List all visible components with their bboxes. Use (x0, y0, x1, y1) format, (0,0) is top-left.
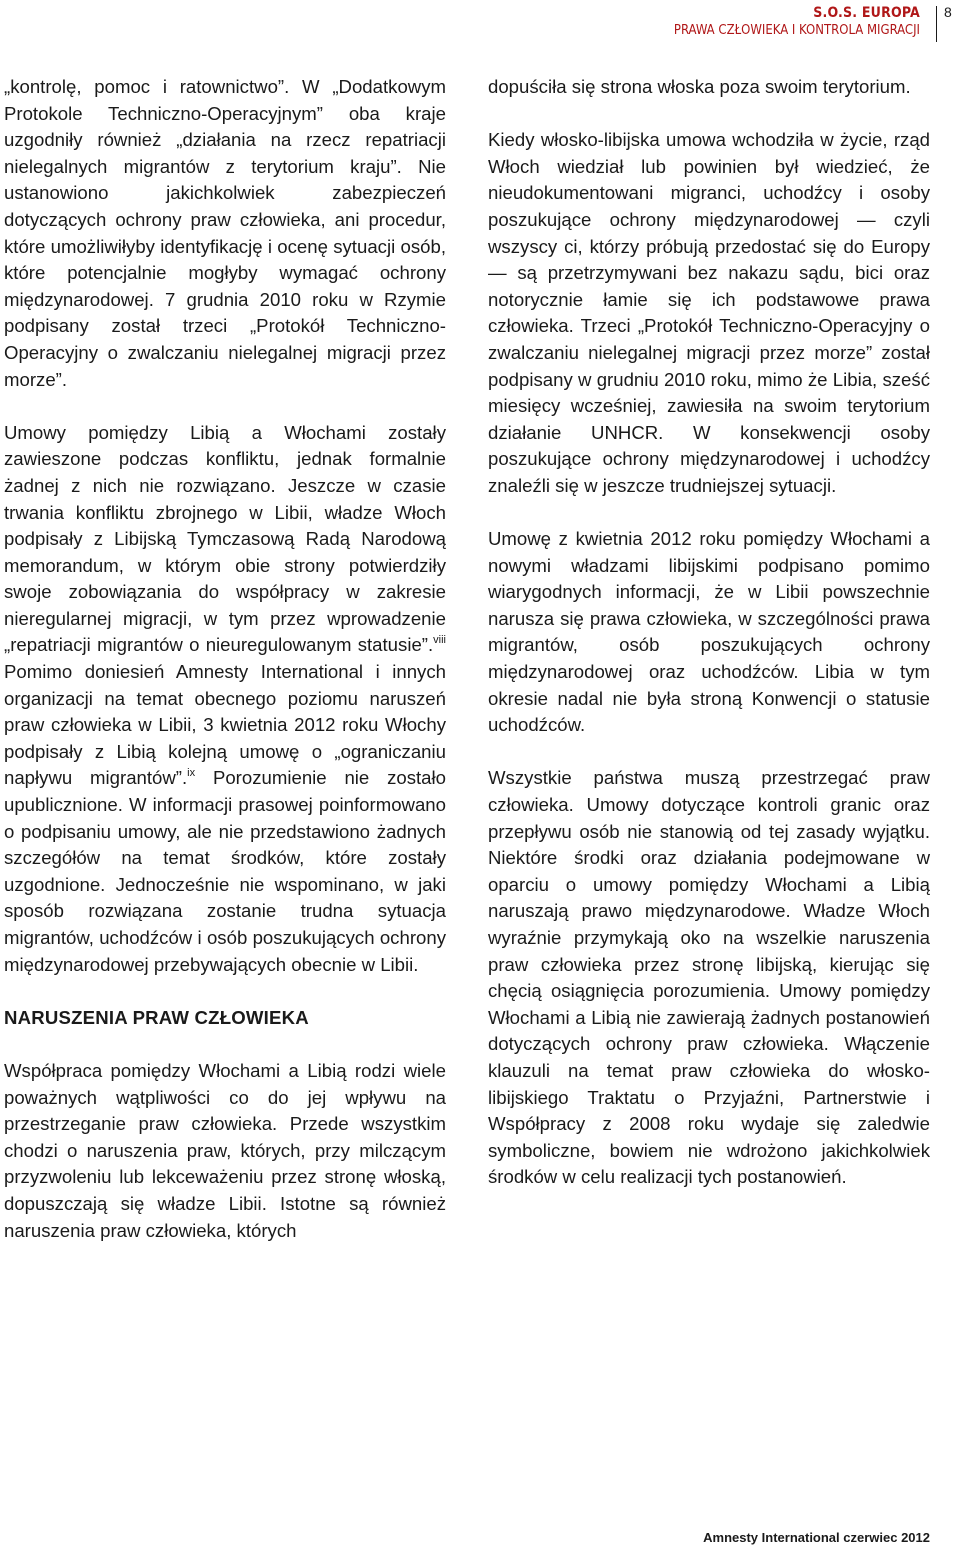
header-divider (936, 6, 937, 42)
right-paragraph-3: Umowę z kwietnia 2012 roku pomiędzy Włochami a nowymi władzami libijskimi podpisano pomimo wiarygodnych informacji, że w Libii powszechnie narusza się prawa człowieka, w szczególności prawa migrantów, osób poszukujących ochrony międzynarodowej oraz uchodźców. Libia w tym okresie nadal nie była stroną Konwencji o statusie uchodźców. (488, 528, 930, 736)
left-column (4, 74, 446, 1244)
footnote-marker-viii[interactable]: viii (433, 634, 446, 647)
header-organization: S.O.S. EUROPA (813, 5, 920, 21)
paragraph-spacer (4, 978, 446, 1005)
left-paragraph-3: Współpraca pomiędzy Włochami a Libią rodzi wiele poważnych wątpliwości co do jej wpływu na przestrzeganie praw człowieka. Przede wszystkim chodzi o naruszenia praw, których, przy milczącym przyzwoleniu lub lekceważeniu przez stronę włoską, dopuszczają się władze Libii. Istotne są również naruszenia praw człowieka, których (4, 1059, 446, 1241)
footnote-marker-ix[interactable]: ix (187, 767, 196, 780)
page-number: 8 (944, 4, 952, 20)
right-column (488, 74, 930, 1191)
left-paragraph-2-part-3: Porozumienie nie zostało upublicznione. W informacji prasowej poinformowano o podpisaniu umowy, ale nie przedstawiono żadnych szczegółów na temat środków, które zostały uzgodnione. Jednocześnie nie wspominano, w jaki sposób rozwiązana zostanie trudna sytuacja migrantów, uchodźców i osób poszukujących ochrony międzynarodowej przebywających obecnie w Libii. (4, 767, 446, 975)
section-heading: NARUSZENIA PRAW CZŁOWIEKA (4, 1006, 309, 1028)
left-paragraph-2-part-2: Pomimo doniesień Amnesty International i innych organizacji na temat obecnego poziomu naruszeń praw człowieka w Libii, 3 kwietnia 2012 roku Włochy podpisały z Libią kolejną umowę o „ograniczaniu napływu migrantów”. (4, 661, 446, 789)
header-text (674, 4, 920, 40)
right-paragraph-4: Wszystkie państwa muszą przestrzegać praw człowieka. Umowy dotyczące kontroli granic oraz przepływu osób nie stanowią od tej zasady wyjątku. Niektóre środki oraz działania podejmowane w oparciu o umowy pomiędzy Włochami a Libią naruszają prawo międzynarodowe. Władze Włoch wyraźnie przymykają oko na wszelkie naruszenia praw człowieka przez stronę libijską, kierując się chęcią osiągnięcia porozumienia. Umowy pomiędzy Włochami a Libią nie zawierają żadnych postanowień dotyczących ochrony praw człowieka. Włączenie klauzuli na temat praw człowieka do włosko-libijskiego Traktatu o Przyjaźni, Partnerstwie i Współpracy z 2008 roku wydaje się zaledwie symboliczne, bowiem nie wdrożono jakichkolwiek środków w celu realizacji tych postanowień. (488, 767, 930, 1188)
page-footer: Amnesty International czerwiec 2012 (703, 1530, 930, 1545)
left-paragraph-1: „kontrolę, pomoc i ratownictwo”. W „Dodatkowym Protokole Techniczno-Operacyjnym” oba kraje uzgodniły również „działania na rzecz repatriacji nielegalnych migrantów z terytorium kraju”. Nie ustanowiono jakichkolwiek zabezpieczeń dotyczących ochrony praw człowieka, ani procedur, które umożliwiłyby identyfikację i ocenę sytuacji osób, które potencjalnie mogłyby wymagać ochrony międzynarodowej. 7 grudnia 2010 roku w Rzymie podpisany został trzeci „Protokół Techniczno-Operacyjny o zwalczaniu nielegalnej migracji przez morze”. (4, 76, 446, 390)
left-paragraph-2-part-1: Umowy pomiędzy Libią a Włochami zostały zawieszone podczas konfliktu, jednak formalnie żadnej z nich nie rozwiązano. Jeszcze w czasie trwania konfliktu zbrojnego w Libii, władze Włoch podpisały z Libijską Tymczasową Radą Narodową memorandum, w którym obie strony potwierdziły swoje zobowiązania do współpracy w zakresie nieregularnej migracji, w tym przez wprowadzenie „repatriacji migrantów o nieuregulowanym statusie”. (4, 421, 446, 656)
right-paragraph-2: Kiedy włosko-libijska umowa wchodziła w życie, rząd Włoch wiedział lub powinien był wiedzieć, że nieudokumentowani migranci, uchodźcy i osoby poszukujące ochrony międzynarodowej — czyli wszyscy ci, którzy próbują przedostać się do Europy — są przetrzymywani bez nakazu sądu, bici oraz notorycznie łamie się ich podstawowe prawa człowieka. Trzeci „Protokół Techniczno-Operacyjny o zwalczaniu nielegalnej migracji przez morze” został podpisany w grudniu 2010 roku, mimo że Libia, sześć miesięcy wcześniej, zawiesiła na swoim terytorium działanie UNHCR. W konsekwencji osoby poszukujące ochrony międzynarodowej i uchodźcy znaleźli się w jeszcze trudniejszej sytuacji. (488, 129, 930, 496)
page-header (0, 2, 960, 46)
left-paragraph-2 (4, 420, 446, 978)
right-paragraph-1: dopuściła się strona włoska poza swoim terytorium. (488, 76, 911, 97)
header-subtitle: PRAWA CZŁOWIEKA I KONTROLA MIGRACJI (673, 23, 920, 38)
